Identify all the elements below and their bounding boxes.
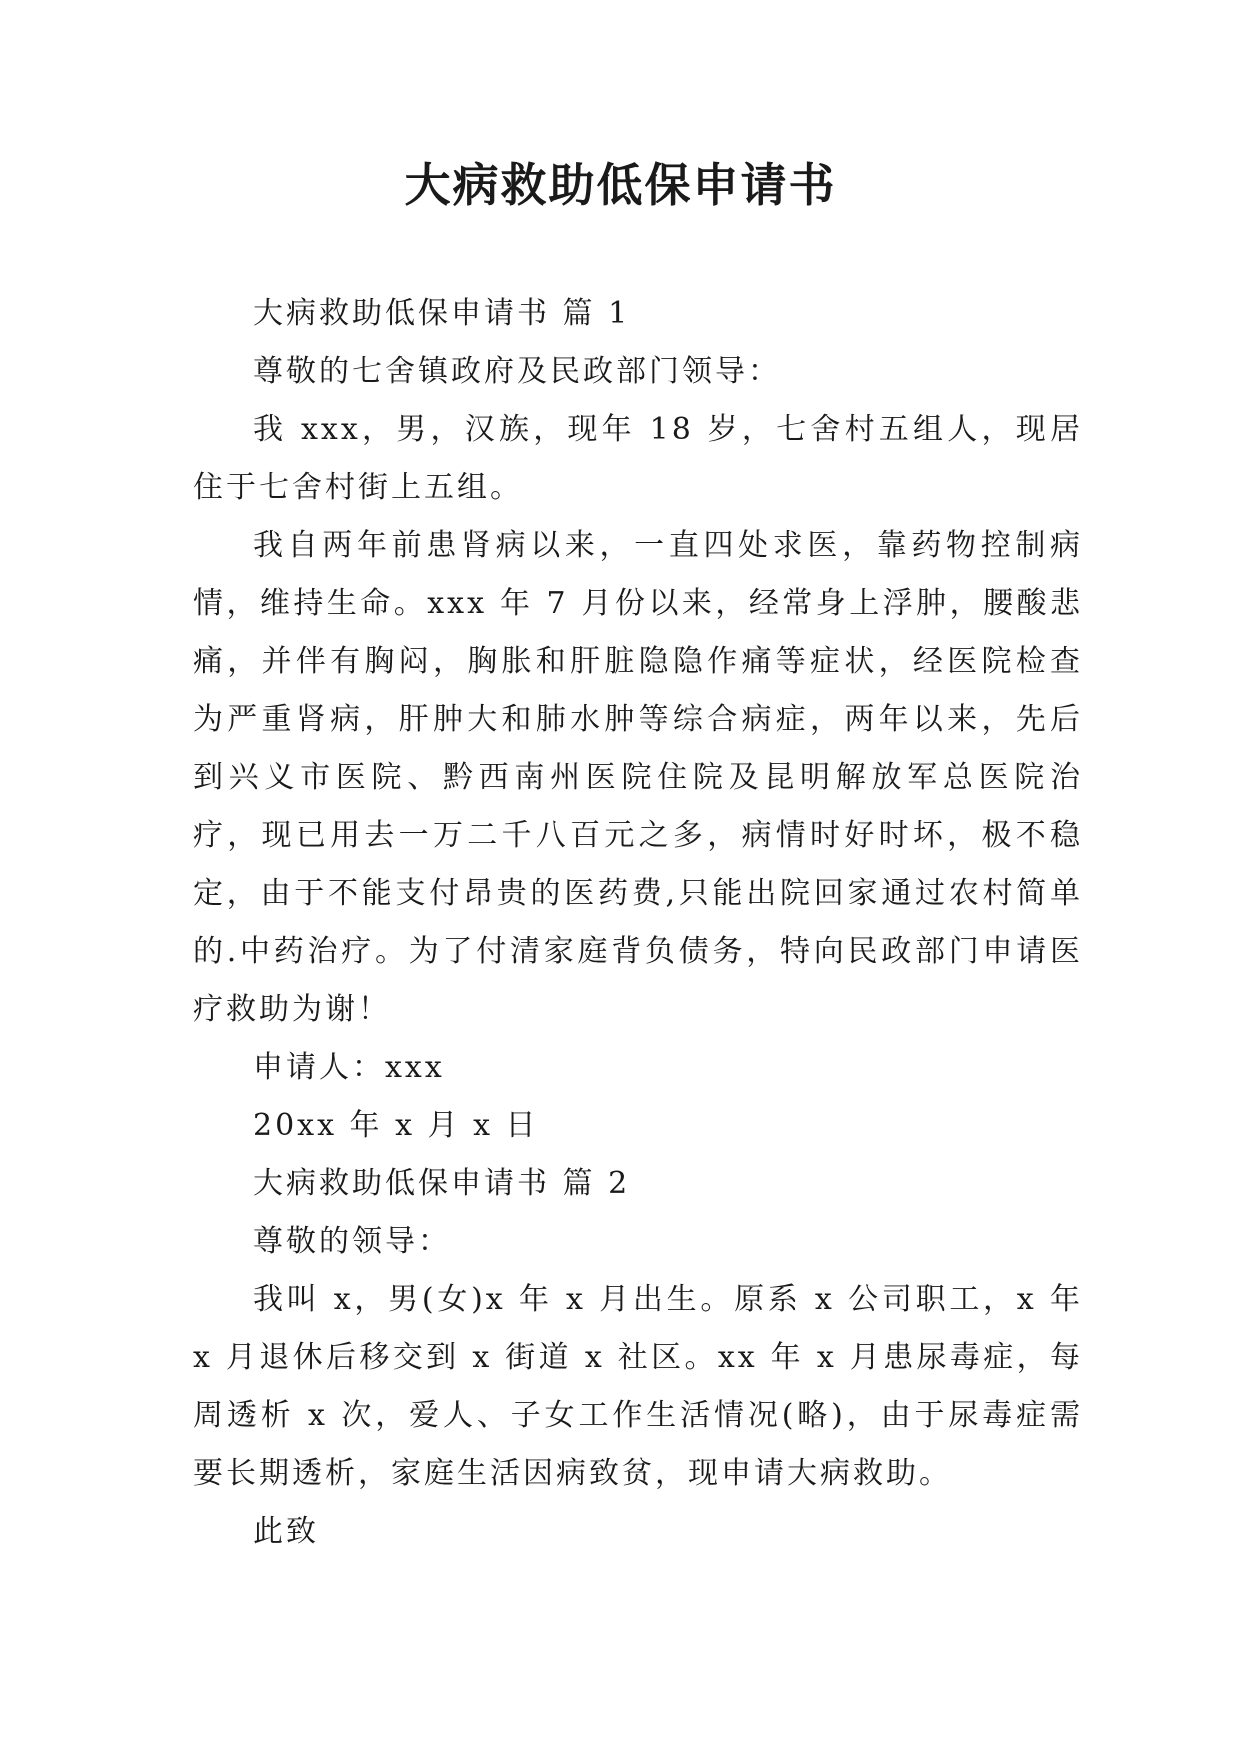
application-body-paragraph-2: 我叫 x，男(女)x 年 x 月出生。原系 x 公司职工，x 年 x 月退休后移交到 x 街道 x 社区。xx 年 x 月患尿毒症，每周透析 x 次，爱人、子女工作生活情况(略)，由于尿毒症需要长期透析，家庭生活因病致贫，现申请大病救助。 (193, 1282, 1083, 1491)
salutation-2: 尊敬的领导： (253, 1224, 451, 1259)
closing-phrase: 此致 (253, 1514, 319, 1549)
illness-description-paragraph: 我自两年前患肾病以来，一直四处求医，靠药物控制病情，维持生命。xxx 年 7 月份以来，经常身上浮肿，腰酸悲痛，并伴有胸闷，胸胀和肝脏隐隐作痛等症状，经医院检查为严重肾病，肝肿大和肺水肿等综合病症，两年以来，先后到兴义市医院、黔西南州医院住院及昆明解放军总医院治疗，现已用去一万二千八百元之多，病情时好时坏，极不稳定，由于不能支付昂贵的医药费,只能出院回家通过农村简单的.中药治疗。为了付清家庭背负债务，特向民政部门申请医疗救助为谢！ (193, 528, 1083, 1027)
document-title: 大病救助低保申请书 (404, 158, 837, 212)
application-date: 20xx 年 x 月 x 日 (253, 1108, 539, 1143)
section-heading-2: 大病救助低保申请书 篇 2 (253, 1166, 631, 1201)
section-heading-1: 大病救助低保申请书 篇 1 (253, 296, 631, 331)
applicant-intro-paragraph: 我 xxx，男，汉族，现年 18 岁，七舍村五组人，现居住于七舍村街上五组。 (193, 412, 1083, 505)
salutation-1: 尊敬的七舍镇政府及民政部门领导： (253, 354, 781, 389)
document-body (193, 285, 1083, 1561)
applicant-signature: 申请人：xxx (253, 1050, 445, 1085)
